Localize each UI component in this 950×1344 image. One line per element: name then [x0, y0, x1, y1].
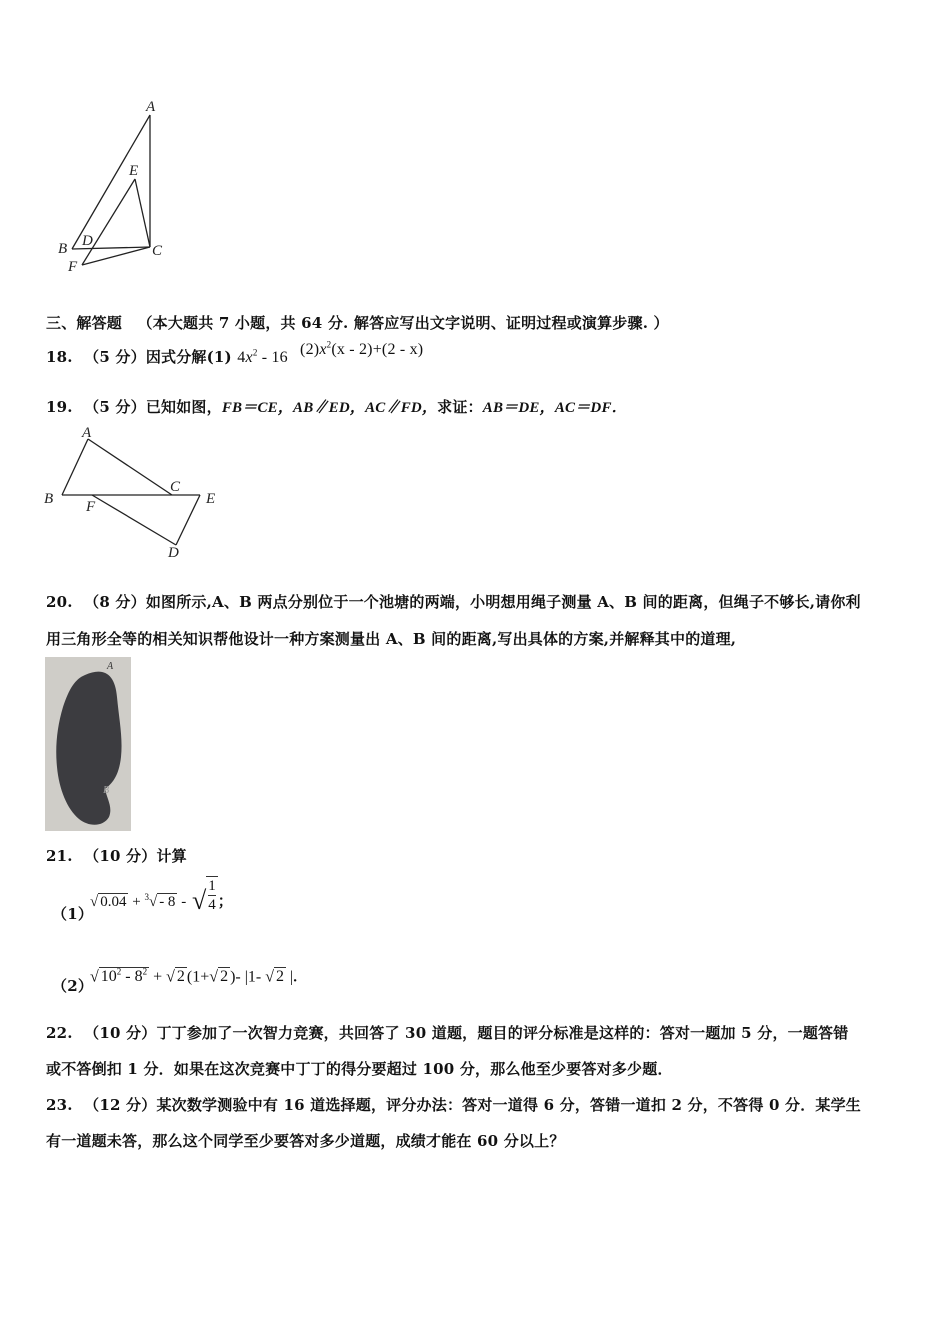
question-text: 某次数学测验中有 16 道选择题，评分办法：答对一道得 6 分，答错一道扣 2 分，不答得 0 分．某学生	[156, 1096, 862, 1114]
question-number: 21.	[46, 847, 73, 865]
q21-part-2-label: （2）	[52, 977, 94, 995]
section-note: （本大题共 7 小题，共 64 分. 解答应写出文字说明、证明过程或演算步骤. ）	[137, 314, 669, 332]
question-22-line-2: 或不答倒扣 1 分．如果在这次竞赛中丁丁的得分要超过 100 分，那么他至少要答对多少题．	[46, 1060, 673, 1078]
triangle-figure-top	[50, 95, 180, 275]
point-label-C: C	[170, 479, 181, 495]
question-23-line-2: 有一道题未答，那么这个同学至少要答对多少道题，成绩才能在 60 分以上？	[46, 1132, 565, 1150]
question-score: （8 分）	[84, 593, 146, 611]
question-18	[46, 339, 424, 367]
question-text: 如图所示,A、B 两点分别位于一个池塘的两端，小明想用绳子测量 A、B 间的距离，但绳子不够长,请你利	[145, 593, 861, 611]
question-number: 18.	[46, 348, 73, 366]
question-19	[46, 396, 627, 417]
prove-label: 求证：	[437, 398, 483, 416]
question-text: 丁丁参加了一次智力竞赛，共回答了 30 道题，题目的评分标准是这样的：答对一题加 5 分，一题答错	[156, 1024, 849, 1042]
question-number: 22.	[46, 1024, 73, 1042]
question-number: 19.	[46, 398, 73, 416]
point-label-A: A	[82, 425, 92, 441]
point-label-F: F	[86, 499, 96, 515]
point-label-B: B	[44, 491, 54, 507]
photo-label-A: A	[107, 661, 114, 672]
question-23-line-1	[46, 1094, 861, 1115]
point-label-D: D	[168, 545, 179, 561]
point-label-E: E	[206, 491, 216, 507]
photo-label-B: B	[103, 785, 110, 796]
point-label-B: B	[58, 241, 68, 257]
question-text: 已知如图，	[145, 398, 222, 416]
question-score: （12 分）	[84, 1096, 157, 1114]
section-title: 三、解答题	[46, 314, 123, 332]
expression-1: $4x^2 - 16$	[237, 347, 288, 366]
parallelogram-figure	[40, 425, 230, 565]
pond-photo	[45, 657, 131, 831]
question-21	[46, 845, 187, 866]
point-label-F: F	[68, 259, 78, 275]
q21-part-1-label: （1）	[52, 905, 94, 923]
section-heading	[46, 312, 669, 333]
q21-part-1-expression: √ 0.04 + $^3$√ - 8 - √ $\frac{1}{4}$ ；	[90, 878, 233, 915]
question-score: （5 分）	[84, 348, 146, 366]
question-number: 20.	[46, 593, 73, 611]
question-text: 计算	[156, 847, 187, 865]
question-20-line-2: 用三角形全等的相关知识帮他设计一种方案测量出 A、B 间的距离,写出具体的方案,并解释其中的道理,	[46, 630, 737, 648]
expression-2: $(2)x^2(x - 2)+(2 - x)$	[300, 339, 424, 358]
question-number: 23.	[46, 1096, 73, 1114]
given-conditions: FB＝CE，AB∥ED，AC∥FD，	[221, 400, 438, 416]
question-score: （10 分）	[84, 847, 157, 865]
question-text: 因式分解(1)	[145, 348, 232, 366]
point-label-A: A	[146, 99, 156, 115]
proof-goal: AB＝DE，AC＝DF．	[482, 400, 627, 416]
question-20-line-1	[46, 591, 861, 612]
question-score: （10 分）	[84, 1024, 157, 1042]
q21-part-2-expression: √ $10^2 - 8^2$ + √ 2 (1+√ 2 )- |1- √ 2 |.	[90, 967, 298, 986]
point-label-D: D	[82, 233, 93, 249]
question-22-line-1	[46, 1022, 848, 1043]
question-score: （5 分）	[84, 398, 146, 416]
point-label-C: C	[152, 243, 163, 259]
point-label-E: E	[129, 163, 139, 179]
